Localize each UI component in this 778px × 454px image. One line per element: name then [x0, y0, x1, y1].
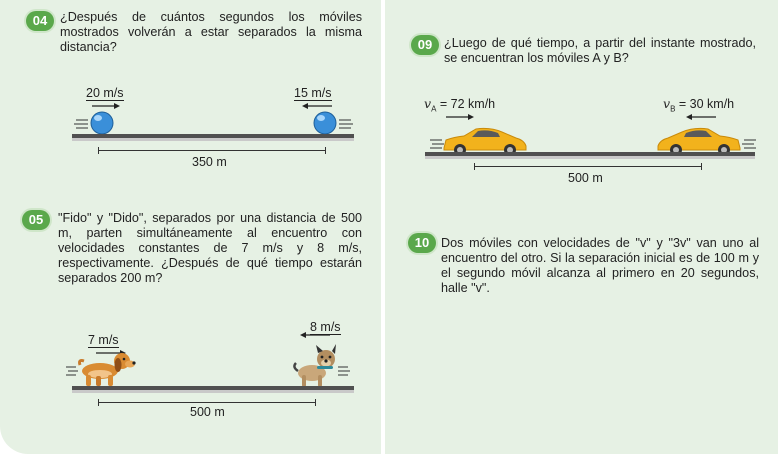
ground-line	[72, 134, 354, 138]
arrow-right-icon	[446, 114, 476, 120]
speed-label-right: 15 m/s	[294, 86, 332, 100]
question-05-text: "Fido" y "Dido", separados por una distancia de 500 m, parten simultáneamente al encuentro con velocidades constantes de 7 m/s y 8 m/s, respectivamente. ¿Después de qué tiempo estarán separados 200 m?	[58, 211, 362, 285]
distance-bracket	[98, 402, 316, 403]
question-number-badge: 09	[411, 35, 439, 55]
arrow-left-icon	[686, 114, 716, 120]
speed-label-right: 8 m/s	[310, 320, 341, 334]
dog-dido-icon	[290, 345, 354, 389]
ball-icon	[74, 110, 122, 136]
question-number-badge: 05	[22, 210, 50, 230]
question-10-text: Dos móviles con velocidades de "v" y "3v" van uno al encuentro del otro. Si la separación inicial es de 100 m y el segundo móvil alcanza al primero en 20 segundos, halle "v".	[441, 236, 759, 295]
speed-label-left: 7 m/s	[88, 333, 119, 347]
distance-label: 350 m	[192, 155, 227, 169]
distance-bracket	[98, 150, 326, 151]
question-04-text: ¿Después de cuántos segundos los móviles mostrados volverán a estar separados la misma distancia?	[60, 10, 362, 54]
ball-icon	[312, 110, 360, 136]
arrow-left-icon	[302, 103, 332, 109]
dog-fido-icon	[66, 351, 138, 389]
ground-line	[425, 152, 755, 156]
distance-label: 500 m	[568, 171, 603, 185]
velocity-b-label: $v_B = 30$ km/h	[663, 96, 735, 114]
right-panel	[385, 0, 778, 454]
arrow-left-icon	[300, 332, 332, 338]
distance-bracket	[474, 166, 702, 167]
question-number-badge: 10	[408, 233, 436, 253]
arrow-right-icon	[92, 103, 122, 109]
question-number-badge: 04	[26, 11, 54, 31]
distance-label: 500 m	[190, 405, 225, 419]
ground-line	[72, 386, 354, 390]
velocity-a-label: $v_A = 72$ km/h	[424, 96, 496, 114]
speed-label-left: 20 m/s	[86, 86, 124, 100]
question-09-text: ¿Luego de qué tiempo, a partir del instante mostrado, se encuentran los móviles A y B?	[444, 36, 756, 65]
